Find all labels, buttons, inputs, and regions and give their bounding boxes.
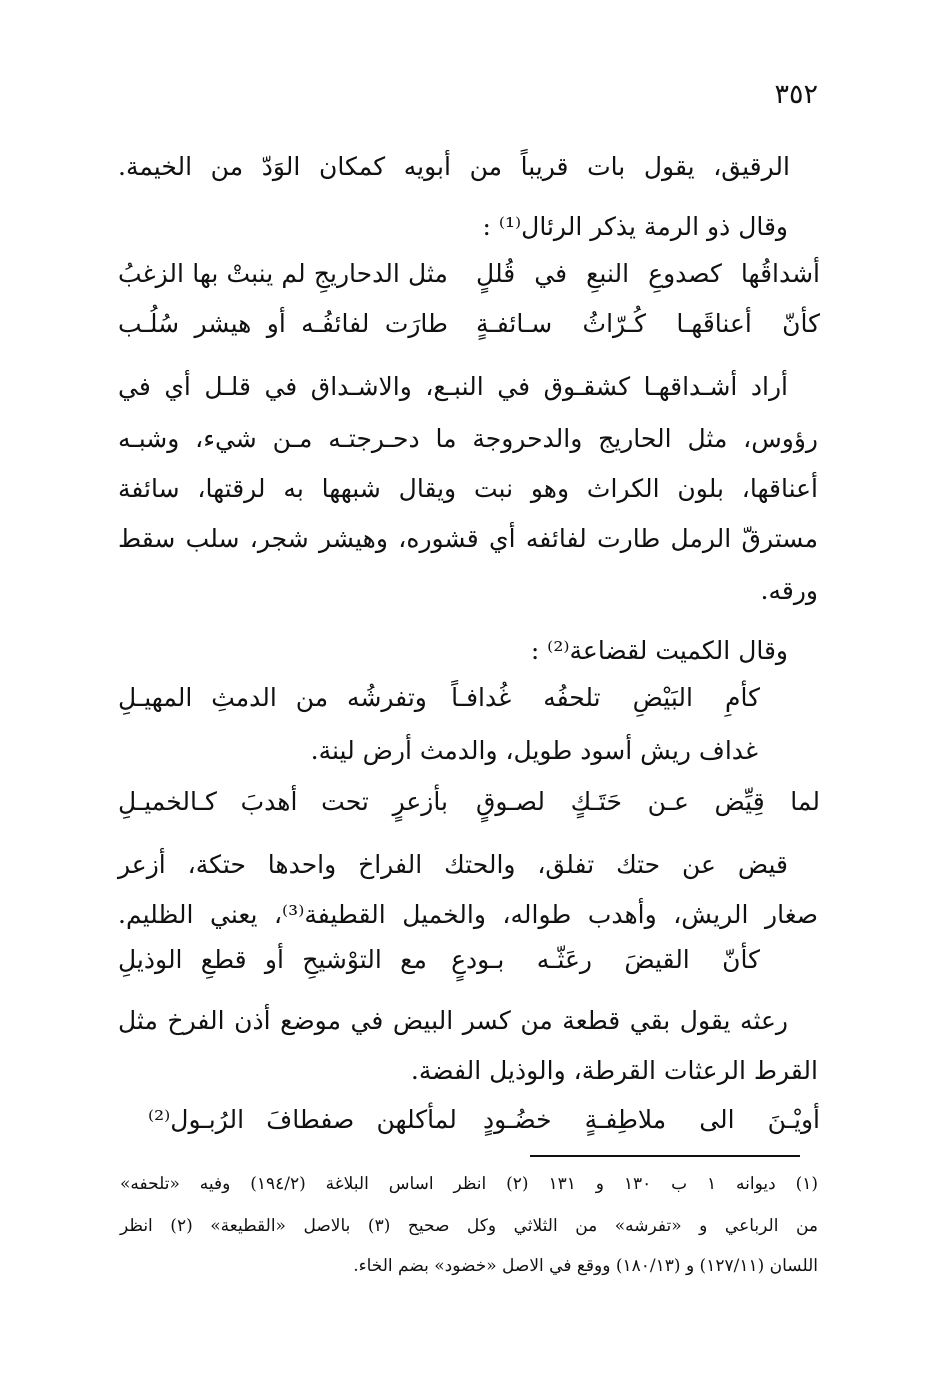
footnote-line: من الرباعي و «تفرشه» من الثلاثي وكل صحيح (٣) بالاصل «القطيعة» (٢) انظر — [120, 1216, 819, 1236]
verse-first-hemistich: كأنّ أعناقَهـا كُـرّاثُ سـائفـةٍ — [476, 309, 820, 338]
paragraph-line: القرط الرعثات القرطة، والوذيل الفضة. — [410, 1056, 818, 1085]
verse-second-hemistich: وتفرشُه من الدمثِ المهيـلِ — [118, 683, 427, 712]
verse-first-hemistich: كأنّ القيضَ رعَثّـه بـودعٍ — [451, 945, 760, 974]
verse-first-hemistich: أشداقُها كصدوعِ النبعِ في قُللٍ — [476, 259, 820, 288]
verse-intro: وقال الكميت لقضاعة⁽²⁾ : — [530, 636, 788, 665]
page-number: ٣٥٢ — [774, 79, 818, 110]
verse-second-hemistich: طارَت لفائفُـه أو هيشر سُلُـب — [118, 309, 448, 338]
verse-second-hemistich: بأزعرٍ تحت أهدبَ كـالخميـلِ — [118, 787, 448, 816]
verse-first-hemistich: كأمِ البَيْضِ تلحفُه غُدافـاً — [451, 683, 760, 712]
paragraph-line: أعناقها، بلون الكراث وهو نبت ويقال شبهها به لرقتها، سائفة — [118, 474, 818, 503]
paragraph-line: رؤوس، مثل الحاريج والدحروجة ما دحـرجتـه مـن شيء، وشبـه — [118, 424, 818, 453]
verse-second-hemistich: مثل الدحاريجِ لم ينبتْ بها الزغبُ — [118, 259, 448, 288]
footnote-line: اللسان (١٢٧/١١) و (١٨٠/١٣) ووقع في الاصل «خضود» بضم الخاء. — [353, 1256, 818, 1276]
paragraph-line: الرقيق، يقول بات قريباً من أبويه كمكان الوَدّ من الخيمة. — [118, 152, 790, 181]
footnote-divider — [530, 1155, 800, 1157]
verse-first-hemistich: أويْـنَ الى ملاطِفـةٍ خضُـودٍ — [483, 1105, 820, 1134]
paragraph-line: صغار الريش، وأهدب طواله، والخميل القطيفة⁽³⁾، يعني الظليم. — [118, 900, 818, 929]
footnote-line: (١) ديوانه ١ ب ١٣٠ و ١٣١ (٢) انظر اساس البلاغة (١٩٤/٢) وفيه «تلحفه» — [120, 1174, 819, 1194]
paragraph-line: قيض عن حتك تفلق، والحتك الفراخ واحدها حتكة، أزعر — [118, 850, 788, 879]
paragraph-line: رعثه يقول بقي قطعة من كسر البيض في موضع أذن الفرخ مثل — [118, 1006, 788, 1035]
paragraph-line: مسترقّ الرمل طارت لفائفه أي قشوره، وهيشر شجر، سلب سقط — [118, 524, 818, 553]
verse-intro: وقال ذو الرمة يذكر الرئال⁽¹⁾ : — [482, 212, 788, 241]
verse-second-hemistich: لمأكلهن صفطافَ الرُبـول⁽²⁾ — [148, 1105, 457, 1134]
gloss-line: غداف ريش أسود طويل، والدمث أرض لينة. — [310, 736, 758, 765]
paragraph-line: أراد أشـداقهـا كشقـوق في النبـع، والاشـداق في قلـل أي في — [118, 372, 788, 401]
verse-second-hemistich: مع التوْشيحِ أو قطعِ الوذيلِ — [118, 945, 427, 974]
verse-first-hemistich: لما قِيِّض عـن حَتَـكٍ لصـوقٍ — [476, 787, 820, 816]
paragraph-line: ورقه. — [760, 576, 818, 605]
